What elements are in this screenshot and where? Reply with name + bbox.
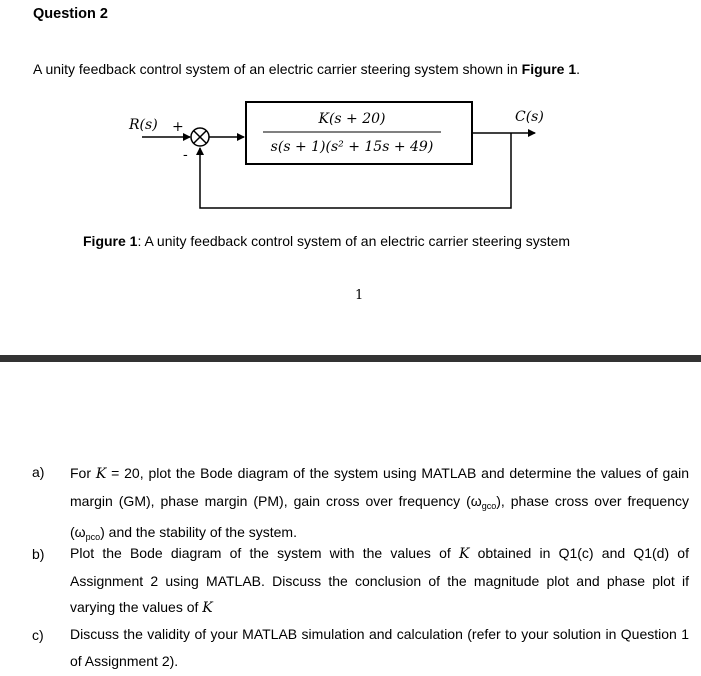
output-label: C(s) <box>515 109 544 125</box>
question-c-text: Discuss the validity of your MATLAB simulation and calculation (refer to your solution in Question 1 of Assignment 2). <box>70 626 689 669</box>
question-b-label: b) <box>32 546 45 562</box>
intro-suffix: . <box>576 61 581 77</box>
page-divider <box>0 355 701 362</box>
block-diagram <box>0 0 701 230</box>
summing-junction-icon <box>191 128 209 146</box>
minus-sign: - <box>183 147 188 163</box>
tf-numerator: K(s + 20) <box>318 111 386 127</box>
question-title: Question 2 <box>33 6 108 22</box>
question-a-label: a) <box>32 464 45 480</box>
question-b-text: Plot the Bode diagram of the system with the values of K obtained in Q1(c) and Q1(d) of Assignment 2 using MATLAB. Discuss the conclusion of the magnitude plot and phase plot if varying the values of K <box>70 545 689 617</box>
caption-text: : A unity feedback control system of an electric carrier steering system <box>137 233 571 249</box>
figure-caption <box>83 233 570 249</box>
intro-prefix: A unity feedback control system of an electric carrier steering system shown in <box>33 61 518 77</box>
question-c-label: c) <box>32 627 44 643</box>
page-number: 1 <box>355 288 364 303</box>
caption-figure-label: Figure 1 <box>83 233 138 249</box>
question-a-text: For K = 20, plot the Bode diagram of the system using MATLAB and determine the values of gain margin (GM), phase margin (PM), gain cross over frequency $(\omega_{gco})$, phase cross over frequency $(\omega_{pco})$ and the stability of the system. <box>70 465 690 543</box>
input-label: R(s) <box>129 117 158 133</box>
tf-denominator: s(s + 1)(s² + 15s + 49) <box>270 139 434 155</box>
plus-sign: + <box>172 119 184 135</box>
intro-figure-ref: Figure 1 <box>521 61 577 77</box>
